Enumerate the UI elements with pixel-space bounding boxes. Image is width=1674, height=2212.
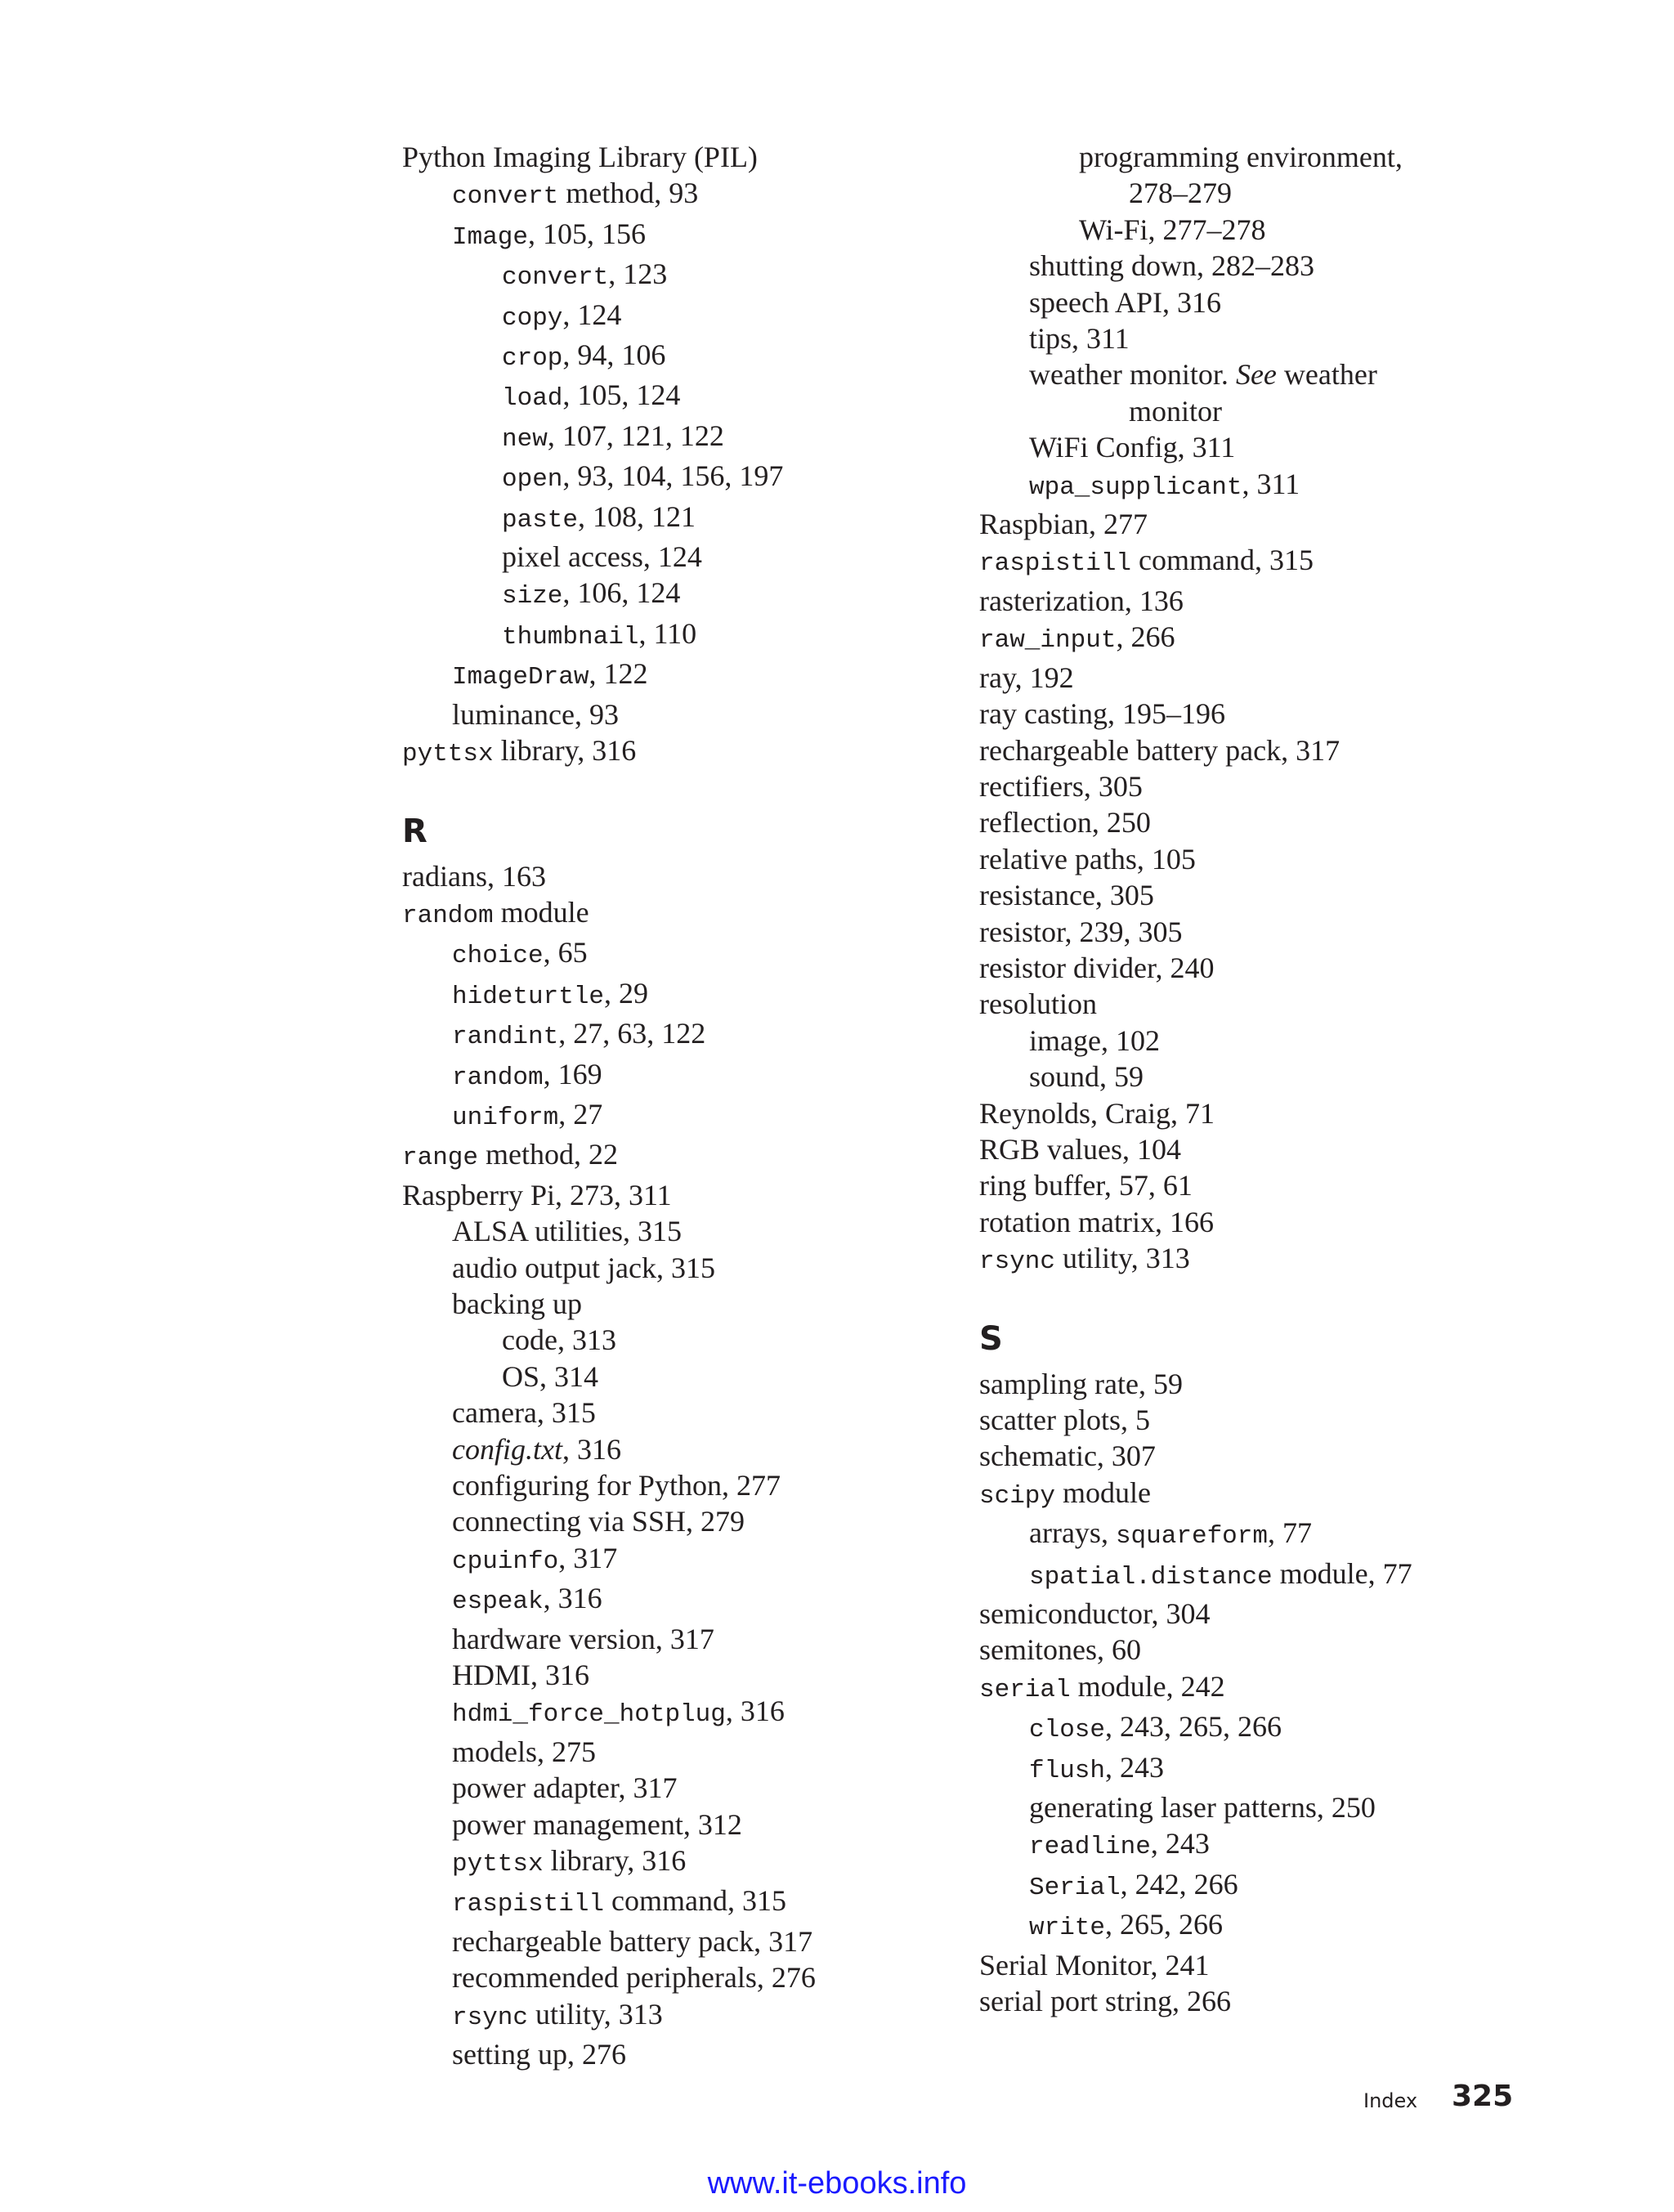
code-term: random: [452, 1063, 544, 1092]
index-entry: [979, 320, 1543, 356]
index-entry: [979, 1789, 1543, 1825]
code-term: wpa_supplicant: [1029, 472, 1242, 502]
index-entry: [979, 212, 1543, 248]
index-entry: [402, 1395, 958, 1431]
entry-text: command, 315: [1131, 544, 1314, 577]
entry-text: ray, 192: [979, 660, 1074, 694]
entry-text: , 110: [638, 616, 697, 650]
code-term: close: [1029, 1716, 1106, 1745]
entry-text: resistance, 305: [979, 879, 1154, 912]
index-entry: [979, 429, 1543, 465]
entry-text: rotation matrix, 166: [979, 1205, 1214, 1238]
code-term: convert: [502, 263, 609, 293]
index-entry: [402, 1996, 958, 2036]
index-entry: [402, 499, 958, 539]
code-term: raspistill: [979, 549, 1132, 579]
index-entry: [402, 1621, 958, 1657]
index-entry: [402, 1056, 958, 1096]
entry-text: sampling rate, 59: [979, 1367, 1183, 1400]
index-entry: [402, 1540, 958, 1580]
code-term: readline: [1029, 1833, 1151, 1862]
entry-text: Wi-Fi, 277–278: [1079, 213, 1266, 246]
index-entry: [979, 284, 1543, 320]
entry-text: , 107, 121, 122: [547, 419, 724, 452]
index-entry: [979, 393, 1543, 429]
entry-text: camera, 315: [452, 1396, 596, 1430]
entry-text: weather: [1276, 358, 1377, 392]
index-entry: [402, 732, 958, 772]
entry-text: resistor divider, 240: [979, 951, 1215, 984]
entry-text: OS, 314: [502, 1359, 599, 1393]
code-term: pyttsx: [452, 1850, 544, 1879]
index-entry: [402, 1807, 958, 1843]
index-entry: [402, 1096, 958, 1136]
code-term: serial: [979, 1675, 1071, 1704]
index-entry: [402, 1503, 958, 1539]
index-entry: [402, 858, 958, 894]
index-entry: [979, 696, 1543, 732]
index-entry: [402, 1657, 958, 1693]
entry-text: sound, 59: [1029, 1060, 1144, 1094]
index-entry: [979, 914, 1543, 950]
entry-text: rechargeable battery pack, 317: [452, 1924, 813, 1958]
index-entry: [979, 1866, 1543, 1906]
code-term: Image: [452, 222, 529, 252]
italic-term: config.txt: [452, 1432, 562, 1466]
index-entry: [402, 1431, 958, 1467]
code-term: squareform: [1115, 1522, 1268, 1552]
entry-text: Raspberry Pi, 273, 311: [402, 1178, 672, 1211]
entry-text: , 169: [543, 1057, 602, 1090]
entry-text: module: [493, 895, 589, 929]
entry-text: weather monitor.: [1029, 358, 1236, 392]
index-entry: [979, 1515, 1543, 1555]
entry-text: utility, 313: [528, 1997, 663, 2031]
entry-text: Serial Monitor, 241: [979, 1948, 1210, 1981]
index-entry: [979, 1825, 1543, 1865]
entry-text: radians, 163: [402, 859, 546, 893]
entry-text: ALSA utilities, 315: [452, 1215, 683, 1248]
index-column-right: [979, 139, 1543, 2020]
entry-text: library, 316: [543, 1844, 687, 1878]
index-entry: [979, 1059, 1543, 1095]
page-number: 325: [1452, 2080, 1514, 2113]
index-entry: [402, 297, 958, 337]
entry-text: module: [1055, 1475, 1151, 1509]
index-entry: [979, 1402, 1543, 1438]
entry-text: , 123: [608, 257, 668, 291]
index-entry: [402, 1580, 958, 1620]
index-entry: [979, 1167, 1543, 1203]
code-term: raspistill: [452, 1890, 605, 1919]
index-entry: [979, 248, 1543, 284]
code-term: size: [502, 582, 563, 611]
code-term: paste: [502, 505, 579, 535]
entry-text: semiconductor, 304: [979, 1597, 1211, 1631]
entry-text: , 105, 124: [562, 378, 681, 412]
entry-text: schematic, 307: [979, 1440, 1156, 1473]
entry-text: ray casting, 195–196: [979, 697, 1225, 731]
index-entry: [979, 619, 1543, 659]
index-entry: [402, 1734, 958, 1770]
index-entry: [979, 1632, 1543, 1668]
code-term: pyttsx: [402, 740, 494, 769]
index-entry: [402, 256, 958, 296]
index-entry: [979, 139, 1543, 175]
code-term: range: [402, 1144, 479, 1173]
entry-text: , 316: [725, 1695, 785, 1728]
entry-text: rechargeable battery pack, 317: [979, 733, 1341, 767]
entry-text: , 106, 124: [562, 576, 681, 610]
code-term: choice: [452, 942, 544, 971]
index-entry: [402, 1286, 958, 1322]
index-entry: [402, 1359, 958, 1395]
code-term: raw_input: [979, 626, 1117, 656]
code-term: randint: [452, 1023, 559, 1052]
code-term: Serial: [1029, 1873, 1121, 1902]
entry-text: serial port string, 266: [979, 1985, 1231, 2018]
entry-text: resolution: [979, 987, 1097, 1021]
entry-text: , 124: [562, 298, 622, 331]
index-entry: [402, 2036, 958, 2072]
code-term: uniform: [452, 1103, 559, 1132]
entry-text: programming environment,: [1079, 141, 1403, 173]
code-term: random: [402, 901, 494, 930]
index-entry: [979, 1204, 1543, 1240]
entry-text: power management, 312: [452, 1807, 742, 1841]
index-entry: [979, 1906, 1543, 1946]
entry-text: scatter plots, 5: [979, 1404, 1150, 1436]
code-term: write: [1029, 1914, 1106, 1943]
index-entry: [979, 732, 1543, 768]
index-entry: [979, 506, 1543, 542]
index-entry: [402, 575, 958, 615]
index-entry: [402, 1770, 958, 1806]
index-entry: [402, 1693, 958, 1733]
index-entry: [402, 975, 958, 1015]
index-entry: [979, 1240, 1543, 1280]
entry-text: reflection, 250: [979, 806, 1151, 840]
index-entry: [402, 139, 958, 175]
index-entry: [979, 1095, 1543, 1131]
entry-text: connecting via SSH, 279: [452, 1505, 745, 1538]
entry-text: luminance, 93: [452, 697, 619, 731]
running-footer-label: Index: [1363, 2089, 1418, 2112]
index-entry: [979, 1983, 1543, 2019]
index-entry: [979, 1023, 1543, 1059]
code-term: open: [502, 465, 563, 495]
index-column-left: [402, 139, 958, 2073]
entry-text: , 316: [543, 1582, 602, 1615]
index-entry: [402, 894, 958, 934]
entry-text: , 317: [558, 1541, 618, 1574]
index-entry: [402, 539, 958, 575]
index-entry: [402, 1843, 958, 1883]
entry-text: method, 22: [478, 1138, 618, 1171]
entry-text: Python Imaging Library (PIL): [402, 141, 758, 173]
entry-text: hardware version, 317: [452, 1622, 714, 1655]
code-term: rsync: [979, 1247, 1056, 1277]
entry-text: module, 77: [1272, 1556, 1412, 1590]
entry-text: , 243: [1150, 1827, 1210, 1860]
entry-text: relative paths, 105: [979, 842, 1196, 875]
code-term: convert: [452, 182, 559, 212]
entry-text: ring buffer, 57, 61: [979, 1169, 1193, 1202]
entry-text: audio output jack, 315: [452, 1251, 715, 1284]
code-term: spatial.distance: [1029, 1562, 1273, 1592]
entry-text: tips, 311: [1029, 322, 1130, 356]
entry-text: , 316: [562, 1432, 621, 1466]
code-term: cpuinfo: [452, 1547, 559, 1576]
index-entry: [402, 696, 958, 732]
entry-text: library, 316: [493, 734, 637, 768]
entry-text: command, 315: [604, 1884, 786, 1918]
index-entry: [402, 1959, 958, 1995]
index-entry: [402, 1250, 958, 1286]
entry-text: method, 93: [558, 177, 699, 210]
index-entry: [979, 1366, 1543, 1402]
index-entry: [979, 542, 1543, 582]
index-entry: [402, 1015, 958, 1055]
entry-text: arrays,: [1029, 1516, 1116, 1550]
index-entry: [979, 768, 1543, 804]
watermark-link[interactable]: www.it-ebooks.info: [707, 2166, 967, 2201]
entry-text: , 29: [604, 976, 649, 1010]
entry-text: semitones, 60: [979, 1633, 1141, 1667]
entry-text: generating laser patterns, 250: [1029, 1791, 1376, 1825]
index-entry: [402, 1467, 958, 1503]
entry-text: utility, 313: [1055, 1242, 1190, 1275]
entry-text: , 243, 265, 266: [1105, 1710, 1282, 1744]
index-entry: [402, 1136, 958, 1176]
code-term: crop: [502, 344, 563, 374]
code-term: hideturtle: [452, 982, 605, 1011]
entry-text: , 105, 156: [528, 217, 647, 250]
index-entry: [402, 175, 958, 215]
code-term: flush: [1029, 1756, 1106, 1785]
index-entry: [402, 1177, 958, 1213]
index-entry: [402, 1213, 958, 1249]
entry-text: Raspbian, 277: [979, 508, 1148, 541]
code-term: espeak: [452, 1587, 544, 1617]
index-entry: [979, 1475, 1543, 1515]
index-entry: [979, 1556, 1543, 1596]
index-entry: [979, 466, 1543, 506]
entry-text: , 243: [1105, 1750, 1165, 1784]
index-entry: [979, 1749, 1543, 1789]
index-entry: [979, 804, 1543, 840]
index-entry: [402, 337, 958, 377]
code-term: thumbnail: [502, 622, 639, 652]
entry-text: Reynolds, Craig, 71: [979, 1096, 1215, 1130]
index-entry: [979, 1708, 1543, 1749]
index-entry: [979, 950, 1543, 986]
entry-text: code, 313: [502, 1323, 616, 1357]
entry-text: image, 102: [1029, 1023, 1160, 1057]
entry-text: module, 242: [1070, 1669, 1225, 1703]
code-term: ImageDraw: [452, 663, 589, 692]
index-entry: [402, 377, 958, 417]
index-entry: [402, 458, 958, 498]
index-entry: [402, 418, 958, 458]
italic-term: See: [1235, 358, 1277, 392]
entry-text: , 94, 106: [562, 338, 666, 372]
entry-text: , 265, 266: [1105, 1908, 1224, 1941]
entry-text: , 93, 104, 156, 197: [562, 459, 784, 493]
index-entry: [979, 1438, 1543, 1474]
code-term: copy: [502, 303, 563, 333]
entry-text: , 65: [543, 936, 588, 969]
code-term: scipy: [979, 1481, 1056, 1511]
entry-text: shutting down, 282–283: [1029, 249, 1315, 283]
entry-text: , 122: [589, 657, 648, 691]
entry-text: recommended peripherals, 276: [452, 1961, 816, 1995]
section-letter: R: [402, 812, 427, 850]
entry-text: , 266: [1116, 620, 1175, 654]
entry-text: rasterization, 136: [979, 584, 1184, 617]
index-entry: [979, 660, 1543, 696]
entry-text: , 77: [1267, 1516, 1312, 1550]
index-entry: [979, 986, 1543, 1022]
index-entry: [979, 583, 1543, 619]
section-letter: S: [979, 1319, 1003, 1358]
index-entry: [979, 356, 1543, 392]
entry-text: RGB values, 104: [979, 1132, 1181, 1166]
entry-text: , 242, 266: [1120, 1867, 1238, 1901]
code-term: new: [502, 424, 548, 454]
entry-text: speech API, 316: [1029, 285, 1221, 319]
entry-text: models, 275: [452, 1735, 596, 1768]
entry-text: HDMI, 316: [452, 1659, 589, 1692]
entry-text: power adapter, 317: [452, 1771, 678, 1805]
index-entry: [402, 616, 958, 656]
entry-text: , 311: [1242, 467, 1300, 500]
entry-text: WiFi Config, 311: [1029, 431, 1236, 464]
entry-text: monitor: [1129, 394, 1222, 428]
index-entry: [979, 175, 1543, 211]
entry-text: configuring for Python, 277: [452, 1469, 781, 1502]
code-term: hdmi_force_hotplug: [452, 1700, 726, 1730]
entry-text: , 27: [558, 1097, 603, 1131]
entry-text: rectifiers, 305: [979, 769, 1143, 803]
index-entry: [979, 1947, 1543, 1983]
index-entry: [402, 216, 958, 256]
code-term: rsync: [452, 2003, 529, 2032]
entry-text: setting up, 276: [452, 2038, 626, 2071]
entry-text: pixel access, 124: [502, 540, 702, 574]
index-entry: [402, 934, 958, 974]
index-entry: [979, 1131, 1543, 1167]
index-entry: [979, 877, 1543, 913]
index-entry: [979, 1668, 1543, 1708]
code-term: load: [502, 384, 563, 414]
index-entry: [402, 656, 958, 696]
index-entry: [402, 1883, 958, 1923]
index-entry: [979, 841, 1543, 877]
entry-text: resistor, 239, 305: [979, 915, 1183, 948]
entry-text: backing up: [452, 1287, 582, 1320]
entry-text: , 27, 63, 122: [558, 1017, 706, 1050]
entry-text: 278–279: [1129, 177, 1232, 210]
index-entry: [402, 1923, 958, 1959]
entry-text: , 108, 121: [578, 499, 696, 533]
index-entry: [979, 1596, 1543, 1632]
index-entry: [402, 1322, 958, 1358]
